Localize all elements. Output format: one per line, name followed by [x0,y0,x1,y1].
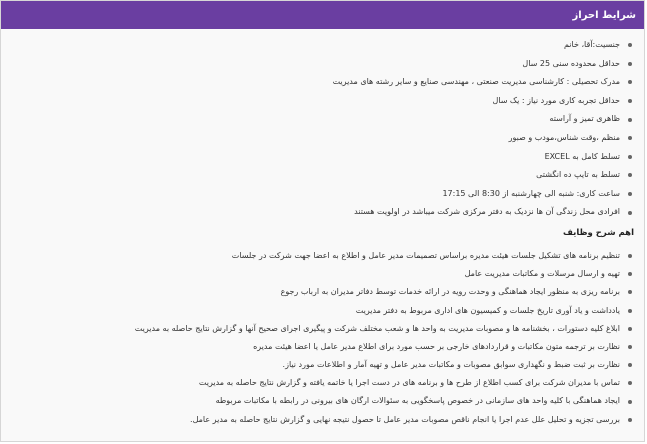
list-item: یادداشت و یاد آوری تاریخ جلسات و کمیسیون های اداری مربوط به دفتر مدیریت [11,302,634,320]
list-item: ساعت کاری: شنبه الی چهارشنبه از 8:30 الی 17:15 [11,185,634,204]
list-item: جنسیت:آقا، خانم [11,36,634,55]
list-item: تماس با مدیران شرکت برای کسب اطلاع از طرح ها و برنامه های در دست اجرا یا خاتمه یافته و گزارش نتایج حاصله به مدیریت [11,374,634,392]
list-item: افرادی محل زندگی آن ها نزدیک به دفتر مرکزی شرکت میباشد در اولویت هستند [11,203,634,222]
list-item: تسلط کامل به EXCEL [11,148,634,167]
duties-heading: اهم شرح وظایف [563,227,634,238]
panel-content [1,29,644,429]
list-item: منظم ،وقت شناس،مودب و صبور [11,129,634,148]
list-item: تسلط به تایپ ده انگشتی [11,166,634,185]
list-item: ایجاد هماهنگی با کلیه واحد های سازمانی در خصوص پاسخگویی به سئوالات ارگان های بیرونی در رابطه با مکاتبات مربوطه [11,392,634,410]
list-item: نظارت بر ثبت ضبط و نگهداری سوابق مصوبات و مکاتبات مدیر عامل و تهیه آمار و اطلاعات مورد نیاز. [11,356,634,374]
requirements-list [11,36,634,222]
list-item: مدرک تحصیلی : کارشناسی مدیریت صنعتی ، مهندسی صنایع و سایر رشته های مدیریت [11,73,634,92]
list-item: تنظیم برنامه های تشکیل جلسات هیئت مدیره براساس تصمیمات مدیر عامل و اطلاع به اعضا جهت شرکت در جلسات [11,247,634,265]
list-item: حداقل تجربه کاری مورد نیاز : یک سال [11,92,634,111]
list-item: نظارت بر ترجمه متون مکاتبات و قراردادهای خارجی بر حسب مورد برای اطلاع مدیر عامل یا اعضا هیئت مدیره [11,338,634,356]
list-item: بررسی تجزیه و تحلیل علل عدم اجرا یا انجام ناقص مصوبات مدیر عامل تا حصول نتیجه نهایی و گزارش نتایج حاصله به مدیر عامل. [11,411,634,429]
duties-list [11,247,634,429]
list-item: برنامه ریزی به منظور ایجاد هماهنگی و وحدت رویه در ارائه خدمات توسط دفاتر مدیران به ارباب رجوع [11,283,634,301]
list-item: تهیه و ارسال مرسلات و مکاتبات مدیریت عامل [11,265,634,283]
list-item: حداقل محدوده سنی 25 سال [11,55,634,74]
list-item: ظاهری تمیز و آراسته [11,110,634,129]
panel-title: شرایط احراز [572,9,636,21]
panel-header [1,1,644,29]
list-item: ابلاغ کلیه دستورات ، بخشنامه ها و مصوبات مدیریت به واحد ها و شعب مختلف شرکت و پیگیری اجرای صحیح آنها و گزارش نتایج حاصله به مدیریت [11,320,634,338]
